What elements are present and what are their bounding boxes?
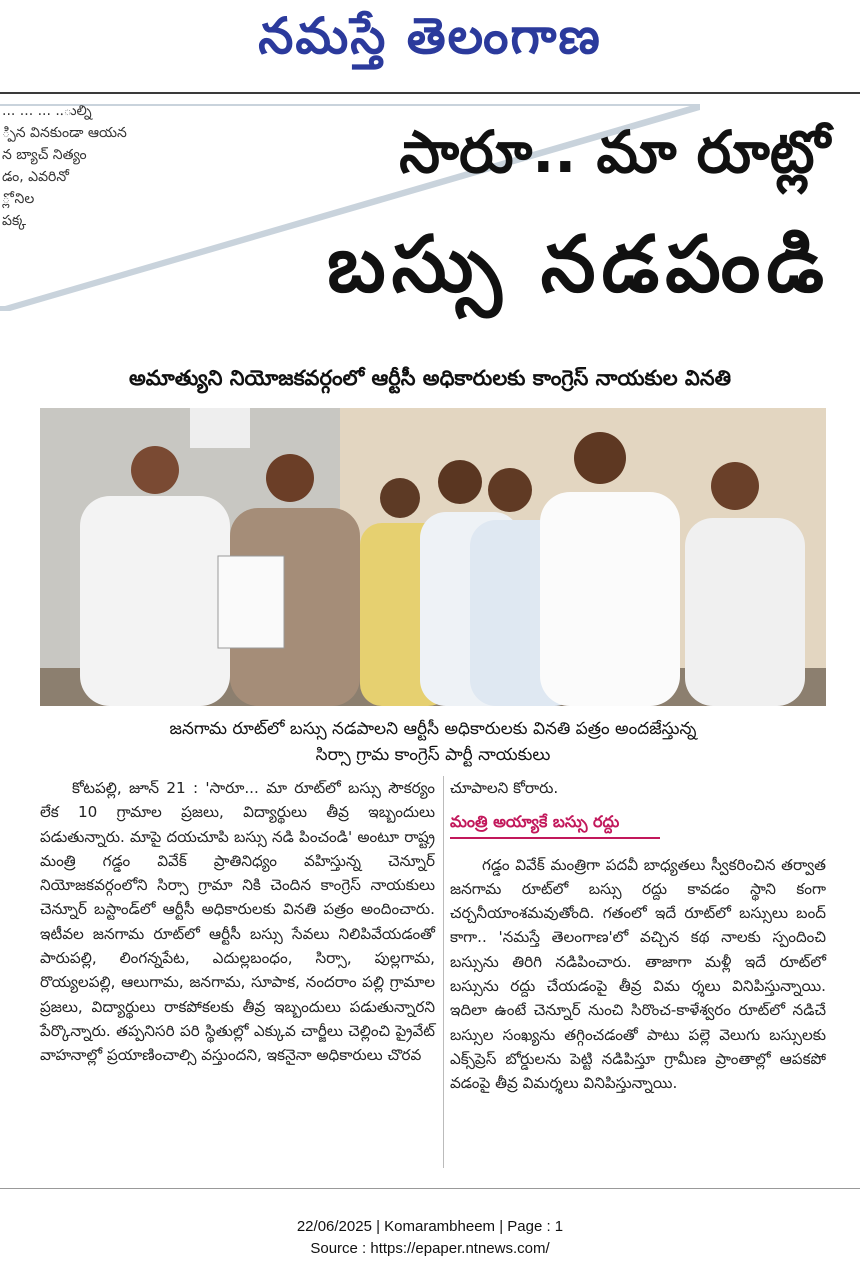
photo-caption-line: సిర్సా గ్రామ కాంగ్రెస్ పార్టీ నాయకులు — [315, 745, 551, 765]
footer-divider — [0, 1188, 860, 1189]
headline-line-1: సారూ.. మా రూట్లో — [399, 118, 830, 186]
photo-caption — [40, 716, 826, 768]
footer-edition-info: 22/06/2025 | Komarambheem | Page : 1 — [296, 1218, 564, 1235]
article-subheading: మంత్రి అయ్యాకే బస్సు రద్దు — [450, 810, 660, 838]
footer-source-link[interactable]: Source : https://epaper.ntnews.com/ — [310, 1240, 550, 1257]
column-divider — [443, 776, 444, 1168]
previous-article-line: న బ్యాచ్ నిత్యం — [2, 147, 87, 163]
article-right-column — [450, 776, 826, 1096]
previous-article-line: ్పిన వినకుండా ఆయన — [2, 125, 127, 141]
page-footer — [0, 1216, 860, 1260]
masthead-divider — [0, 92, 860, 94]
headline-line-2: బస్సు నడపండి — [327, 220, 830, 310]
article-left-column — [40, 776, 435, 1068]
news-photo-illustration — [40, 408, 826, 706]
previous-article-line: ... ... ... ..ుల్ని — [2, 103, 92, 119]
previous-article-line: ్లో నిల — [2, 191, 35, 207]
article-body-text: కోటపల్లి, జూన్ 21 : 'సారూ... మా రూట్‌లో బస్సు సౌకర్యం లేక 10 గ్రామాల ప్రజలు, విద్యార్థులు తీవ్ర ఇబ్బందులు పడుతున్నారు. మాపై దయచూపి బస్సు నడి పించండి' అంటూ రాష్ట్ర మంత్రి గడ్డం వివేక్ ప్రాతినిధ్యం వహిస్తున్న చెన్నూర్ నియోజకవర్గంలోని సిర్సా గ్రామా నికి చెందిన కాంగ్రెస్ నాయకులు చెన్నూర్ బస్టాండ్‌లో ఆర్టీసీ అధికారులకు వినతి పత్రం అందించారు. ఇటీవల జనగామ రూట్‌లో ఆర్టీసీ బస్సు సేవలు నిలిపివేయడంతో పారుపల్లి, లింగన్నపేట, ఎదుల్లబంధం, సిర్సా, పుల్లగామ, రొయ్యలపల్లి, ఆలుగామ, జనగామ, సూపాక, నందరాం పల్లి గ్రామాల ప్రజలు, విద్యార్థులు రాకపోకలకు తీవ్ర ఇబ్బందులు పడుతున్నారని పేర్కొన్నారు. తప్పనిసరి పరి స్థితుల్లో ఎక్కువ చార్జీలు చెల్లించి ప్రైవేట్ వాహనాల్లో ప్రయాణించాల్సి వస్తుందని, ఇకనైనా అధికారులు చొరవ — [40, 779, 435, 1065]
article-continuation-text: చూపాలని కోరారు. — [450, 779, 559, 797]
previous-article-fragment — [2, 100, 172, 232]
article-subsection-text: గడ్డం వివేక్ మంత్రిగా పదవీ బాధ్యతలు స్వీకరించిన తర్వాత జనగామ రూట్‌లో బస్సు రద్దు కావడం స్థాని కంగా చర్చనీయాంశమవుతోంది. గతంలో ఇదే రూట్‌లో బస్సులు బంద్ కాగా.. 'నమస్తే తెలంగాణ'లో వచ్చిన కథ నాలకు స్పందించి బస్సును తిరిగి నడిపించారు. తాజాగా మళ్లీ ఇదే రూట్‌లో బస్సును రద్దు చేయడంపై తీవ్ర విమ ర్శలు వినిపిస్తున్నాయి. ఇదిలా ఉంటే చెన్నూర్ నుంచి సిరొంచ-కాళేశ్వరం రూట్‌లో నడిచే బస్సుల సంఖ్యను తగ్గించడంతో పాటు పల్లె వెలుగు బస్సులకు ఎక్స్‌ప్రెస్ బోర్డులను పెట్టి నడిపిస్తూ గ్రామీణ ప్రాంతాల్లో ఆపకపో వడంపై తీవ్ర విమర్శలు వినిపిస్తున్నాయి. — [450, 855, 826, 1093]
masthead-title: నమస్తే తెలంగాణ — [258, 6, 602, 65]
previous-article-line: పక్క — [2, 213, 27, 229]
photo-caption-line: జనగామ రూట్‌లో బస్సు నడపాలని ఆర్టీసీ అధికారులకు వినతి పత్రం అందజేస్తున్న — [169, 719, 697, 739]
subheadline: అమాత్యుని నియోజకవర్గంలో ఆర్టీసీ అధికారులకు కాంగ్రెస్ నాయకుల వినతి — [128, 366, 732, 390]
previous-article-line: డం, ఎవరినో — [2, 169, 69, 185]
news-photo — [40, 408, 826, 706]
